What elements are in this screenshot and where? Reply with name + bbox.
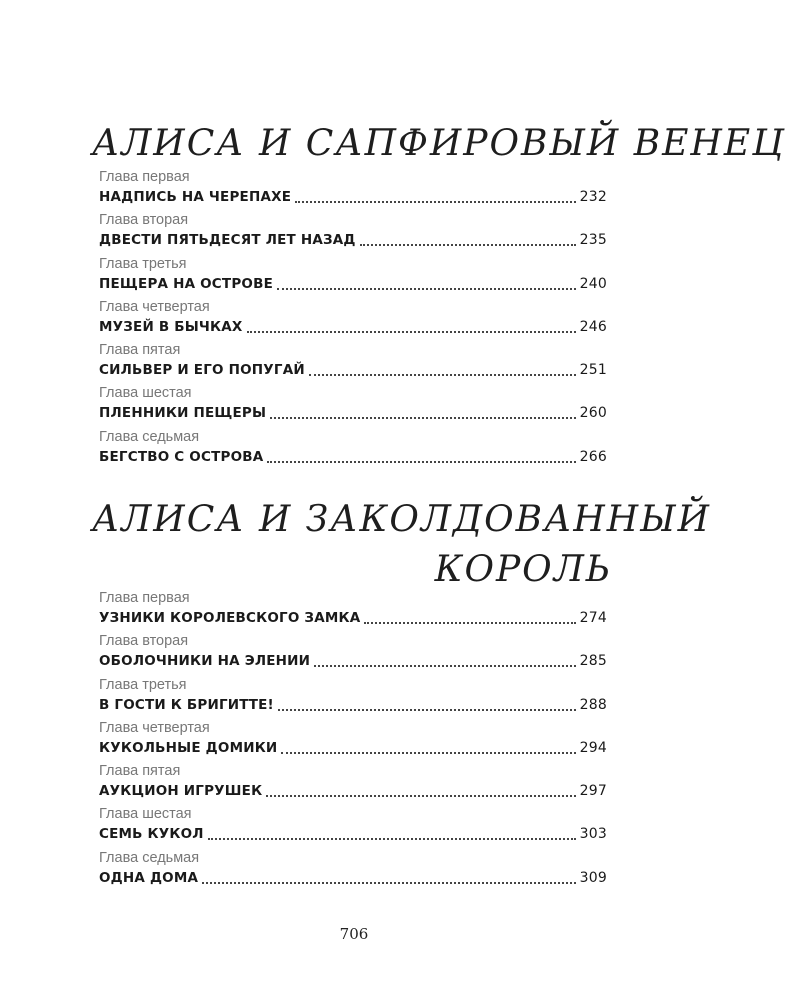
chapter-page-number: 240: [579, 275, 607, 292]
chapter-page-number: 251: [579, 362, 607, 379]
toc-entry: [99, 298, 607, 341]
chapter-page-number: 246: [579, 318, 607, 335]
dot-leader: [281, 752, 575, 754]
chapter-line: [99, 447, 607, 467]
chapter-label: Глава первая: [99, 590, 190, 606]
chapter-page-number: 309: [579, 869, 607, 886]
chapter-title: ОДНА ДОМА: [99, 869, 199, 886]
chapter-page-number: 232: [579, 189, 607, 205]
dot-leader: [202, 882, 576, 884]
toc-entry: [99, 211, 607, 254]
chapter-title: ОБОЛОЧНИКИ НА ЭЛЕНИИ: [99, 653, 311, 670]
chapter-title: ДВЕСТИ ПЯТЬДЕСЯТ ЛЕТ НАЗАД: [99, 232, 356, 249]
chapter-title: КУКОЛЬНЫЕ ДОМИКИ: [99, 739, 278, 756]
toc-entry: [99, 168, 607, 211]
chapter-line: [99, 695, 607, 715]
chapter-page-number: 274: [579, 610, 607, 626]
dot-leader: [360, 244, 576, 246]
chapter-page-number: 235: [579, 232, 607, 249]
chapter-title: ПЛЕННИКИ ПЕЩЕРЫ: [99, 405, 267, 422]
chapter-line: [99, 187, 607, 207]
chapter-title: АУКЦИОН ИГРУШЕК: [99, 783, 263, 800]
chapter-line: [99, 738, 607, 758]
toc-entry: [99, 676, 607, 719]
chapter-label: Глава вторая: [99, 633, 189, 650]
chapter-title: СЕМЬ КУКОЛ: [99, 826, 204, 843]
chapter-line: [99, 868, 607, 888]
chapter-label: Глава третья: [99, 676, 187, 693]
chapter-label: Глава четвертая: [99, 298, 210, 315]
dot-leader: [247, 331, 576, 333]
chapter-label: Глава пятая: [99, 763, 181, 780]
chapter-label: Глава шестая: [99, 385, 192, 402]
dot-leader: [208, 838, 576, 840]
chapter-line: [99, 360, 607, 380]
page-number: 706: [339, 925, 369, 943]
chapter-title: СИЛЬВЕР И ЕГО ПОПУГАЙ: [99, 362, 305, 379]
chapter-title: МУЗЕЙ В БЫЧКАХ: [99, 318, 243, 335]
toc-entry: [99, 719, 607, 762]
chapter-line: [99, 608, 607, 628]
chapter-line: [99, 651, 607, 671]
chapter-title: НАДПИСЬ НА ЧЕРЕПАХЕ: [99, 189, 292, 205]
chapter-page-number: 303: [579, 826, 607, 843]
chapter-label: Глава третья: [99, 255, 187, 272]
chapter-label: Глава шестая: [99, 806, 192, 823]
toc-entry: [99, 632, 607, 675]
chapter-page-number: 260: [579, 405, 607, 422]
dot-leader: [267, 461, 575, 463]
chapter-label: Глава вторая: [99, 212, 189, 229]
dot-leader: [277, 288, 576, 290]
chapter-line: [99, 230, 607, 250]
table-of-contents-book1: [99, 168, 607, 471]
book-title-enchanted-king-line2: КОРОЛЬ: [434, 549, 612, 590]
chapter-line: [99, 317, 607, 337]
book-title-sapphire-crown: АЛИСА И САПФИРОВЫЙ ВЕНЕЦ: [92, 123, 786, 164]
toc-entry: [99, 428, 607, 471]
chapter-label: Глава четвертая: [99, 719, 210, 736]
chapter-label: Глава первая: [99, 169, 190, 185]
toc-entry: [99, 341, 607, 384]
dot-leader: [278, 709, 576, 711]
table-of-contents-book2: [99, 589, 607, 892]
chapter-title: УЗНИКИ КОРОЛЕВСКОГО ЗАМКА: [99, 610, 361, 626]
book-title-enchanted-king-line1: АЛИСА И ЗАКОЛДОВАННЫЙ: [92, 499, 712, 540]
chapter-line: [99, 824, 607, 844]
chapter-label: Глава седьмая: [99, 428, 200, 445]
dot-leader: [266, 795, 575, 797]
chapter-page-number: 266: [579, 448, 607, 465]
toc-entry: [99, 589, 607, 632]
toc-entry: [99, 255, 607, 298]
chapter-title: ПЕЩЕРА НА ОСТРОВЕ: [99, 275, 274, 292]
chapter-title: БЕГСТВО С ОСТРОВА: [99, 448, 264, 465]
dot-leader: [364, 622, 575, 624]
chapter-line: [99, 403, 607, 423]
dot-leader: [295, 201, 576, 203]
chapter-label: Глава седьмая: [99, 849, 200, 866]
chapter-line: [99, 781, 607, 801]
chapter-page-number: 294: [579, 739, 607, 756]
chapter-title: В ГОСТИ К БРИГИТТЕ!: [99, 696, 274, 713]
chapter-page-number: 288: [579, 696, 607, 713]
toc-entry: [99, 762, 607, 805]
toc-entry: [99, 849, 607, 892]
chapter-page-number: 285: [579, 653, 607, 670]
chapter-line: [99, 274, 607, 294]
dot-leader: [270, 417, 575, 419]
toc-entry: [99, 384, 607, 427]
toc-entry: [99, 805, 607, 848]
dot-leader: [309, 374, 576, 376]
dot-leader: [314, 665, 576, 667]
chapter-label: Глава пятая: [99, 342, 181, 359]
chapter-page-number: 297: [579, 783, 607, 800]
